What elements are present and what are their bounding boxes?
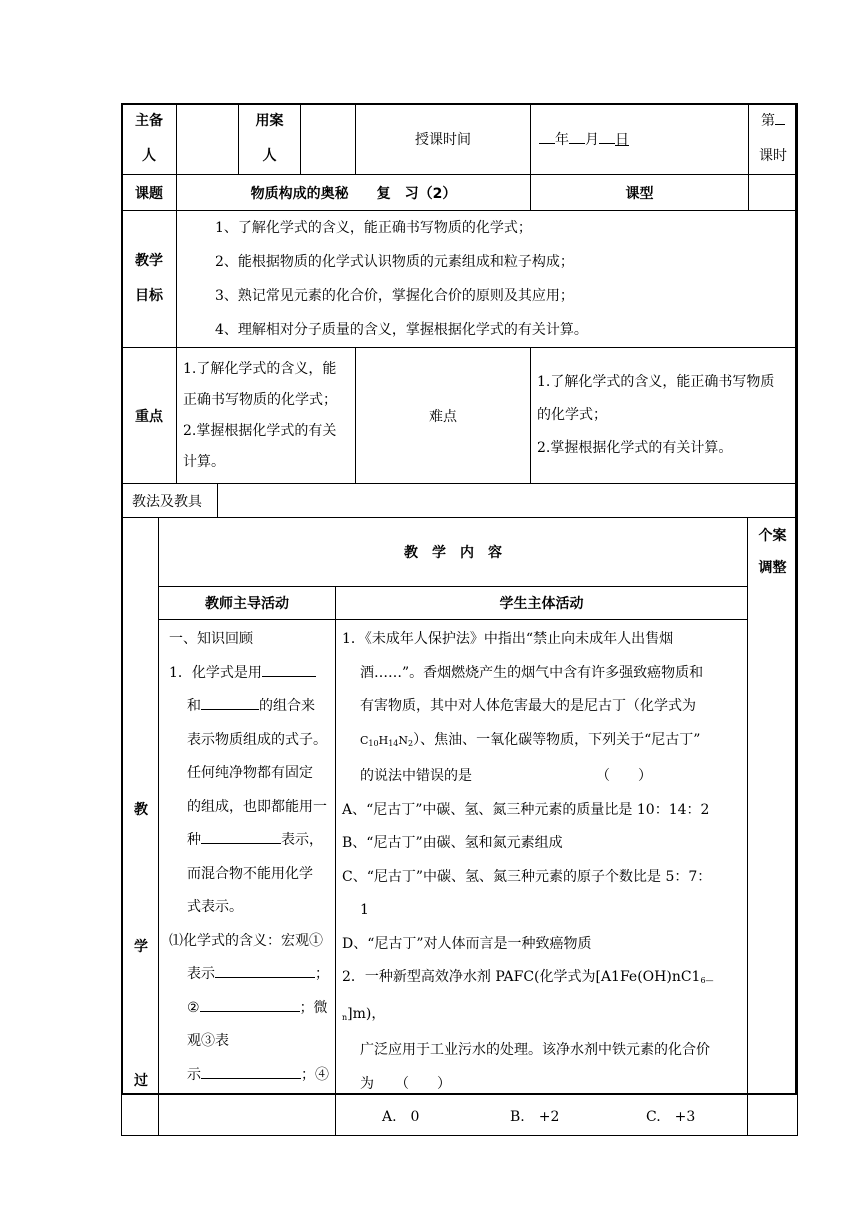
option-c[interactable]: C. +3 — [646, 1109, 696, 1125]
question-2: 2．一种新型高效净水剂 PAFC(化学式为$[A1Fe(OH)nC1_{6—n}]m$)， — [342, 969, 714, 1022]
content-title: 教 学 内 容 — [159, 518, 748, 587]
goal-item: 4、理解相对分子质量的含义，掌握根据化学式的有关计算。 — [215, 322, 588, 338]
process-char: 学 — [134, 939, 148, 955]
answer-bracket[interactable]: （ ） — [596, 768, 652, 784]
lead-label: 主备 人 — [122, 104, 177, 175]
option-b[interactable]: B. +2 — [510, 1109, 560, 1125]
goal-item: 2、能根据物质的化学式认识物质的元素组成和粒子构成； — [215, 254, 574, 270]
period-field[interactable]: 第 课时 — [749, 104, 798, 175]
option-d[interactable]: D、“尼古丁”对人体而言是一种致癌物质 — [342, 935, 592, 952]
key-points-text: 1.了解化学式的含义，能 正确书写物质的化学式； 2.掌握根据化学式的有关 计算。 — [177, 348, 356, 484]
option-a[interactable]: A. 0 — [382, 1109, 420, 1125]
key-points-label: 重点 — [122, 348, 177, 484]
nicotine-formula: $C_{10}H_{14}N_2$）、焦油、一氧化碳等物质，下列关于“尼古丁” — [360, 731, 701, 748]
blank-field[interactable] — [200, 1011, 300, 1012]
blank-field[interactable] — [201, 1078, 301, 1079]
blank-field[interactable] — [201, 843, 281, 844]
blank-field[interactable] — [262, 676, 316, 677]
process-char: 过 — [134, 1073, 148, 1089]
goals-list — [177, 211, 798, 348]
user-value[interactable] — [301, 104, 356, 175]
methods-table — [121, 483, 798, 518]
student-header: 学生主体活动 — [336, 587, 748, 620]
goal-item: 1、了解化学式的含义，能正确书写物质的化学式； — [215, 220, 532, 236]
topic-value: 物质构成的奥秘 复 习（2） — [177, 175, 531, 211]
process-side-label — [122, 518, 159, 1136]
student-activity: 1．《未成年人保护法》中指出“禁止向未成年人出售烟 酒……”。香烟燃烧产生的烟气中含有许多强致癌物质和 有害物质，其中对人体危害最大的是尼古丁（化学式为 $C_{10}H_{14}N_2$）、焦油、一氧化碳等物质，下列关于“尼古丁” 的说法中错误的是 （ ） A、“尼古丁”中碳、氢、氮三种元素的质量比是 10：14：2 B、“尼古丁”由碳、氢和氮元素组成 C、“尼古丁”中碳、氢、氮三种元素的原子个数比是 5：7： 1 D、“尼古丁”对人体而言是一种致癌物质 2．一种新型高效净水剂 PAFC(化学式为$[A1Fe(OH)nC1_{6—n}]m$)， 广泛应用于工业污水的处理。该净水剂中铁元素的化合价 为 （ ） A. 0 B. +2 C. +3 — [336, 620, 748, 1136]
teacher-header: 教师主导活动 — [159, 587, 336, 620]
blank-field[interactable] — [201, 709, 259, 710]
methods-label: 教法及教具 — [122, 484, 218, 518]
topic-label: 课题 — [122, 175, 177, 211]
methods-value[interactable] — [218, 484, 798, 518]
lead-value[interactable] — [177, 104, 239, 175]
lesson-type-label: 课型 — [531, 175, 749, 211]
option-a[interactable]: A、“尼古丁”中碳、氢、氮三种元素的质量比是 10：14：2 — [342, 801, 710, 818]
option-b[interactable]: B、“尼古丁”由碳、氢和氮元素组成 — [342, 835, 563, 851]
time-label: 授课时间 — [356, 104, 531, 175]
date-field[interactable]: 年 月 日 — [531, 104, 749, 175]
difficulty-text: 1.了解化学式的含义，能正确书写物质 的化学式； 2.掌握根据化学式的有关计算。 — [531, 348, 798, 484]
goal-item: 3、熟记常见元素的化合价，掌握化合价的原则及其应用； — [215, 288, 574, 304]
difficulty-label: 难点 — [356, 348, 531, 484]
user-label: 用案 人 — [239, 104, 301, 175]
adjust-column[interactable]: 个案 调整 — [748, 518, 798, 1136]
option-c[interactable]: C、“尼古丁”中碳、氢、氮三种元素的原子个数比是 5：7： — [342, 868, 712, 885]
question-1: 1．《未成年人保护法》中指出“禁止向未成年人出售烟 — [342, 631, 674, 647]
goals-label: 教学 目标 — [122, 211, 177, 348]
answer-bracket[interactable]: 为 （ ） — [360, 1075, 451, 1092]
adjust-label: 个案 — [758, 528, 787, 544]
lesson-type-value[interactable] — [749, 175, 798, 211]
blank-field[interactable] — [215, 977, 315, 978]
process-table — [121, 517, 798, 1136]
header-table — [121, 103, 798, 484]
teacher-activity: 一、知识回顾 1．化学式是用 和 的组合来 表示物质组成的式子。 任何纯净物都有固定 的组成，也即都能用一 种 表示， 而混合物不能用化学 式表示。 ⑴化学式的含义：宏观① 表示 ； ② ；微 观③表 示 ；④ — [159, 620, 336, 1136]
process-char: 教 — [134, 802, 148, 818]
